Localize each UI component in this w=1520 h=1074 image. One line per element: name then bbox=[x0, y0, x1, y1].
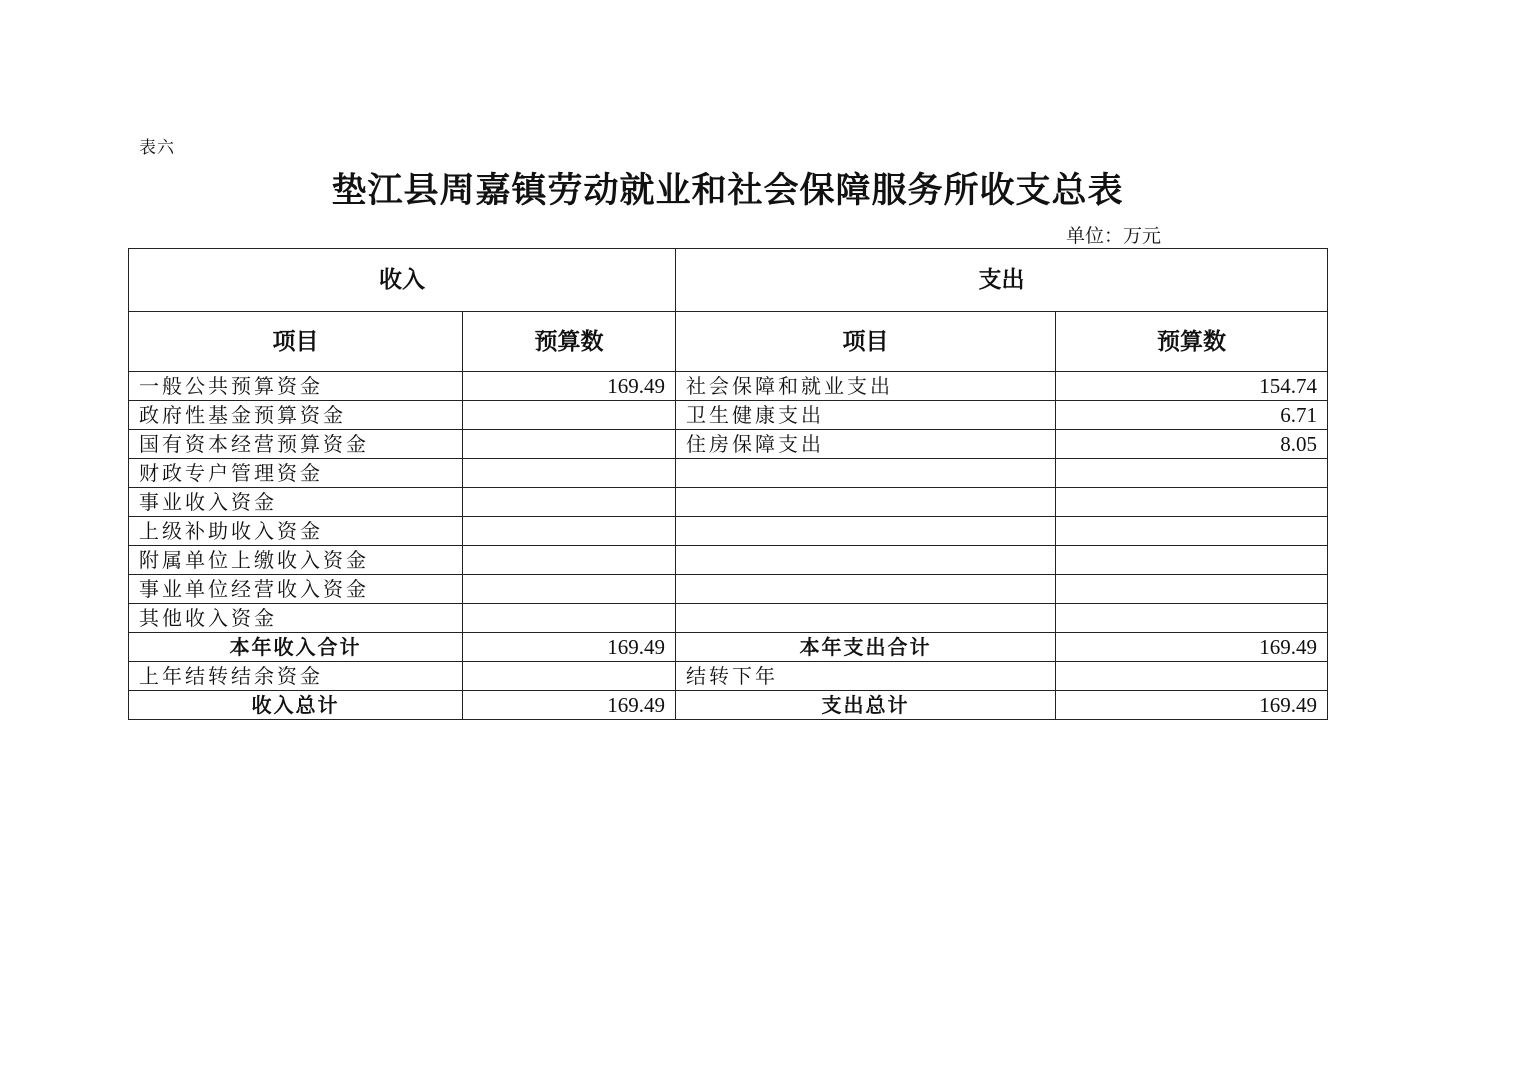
expense-item-cell: 卫生健康支出 bbox=[676, 401, 1056, 430]
expense-amount-cell bbox=[1056, 459, 1328, 488]
income-amount-cell: 169.49 bbox=[463, 372, 676, 401]
year-expense-total-amount: 169.49 bbox=[1056, 633, 1328, 662]
income-amount-cell bbox=[463, 459, 676, 488]
income-budget-column-header: 预算数 bbox=[463, 312, 676, 372]
expense-amount-cell bbox=[1056, 575, 1328, 604]
expense-item-cell bbox=[676, 546, 1056, 575]
table-row bbox=[129, 459, 1328, 488]
table-row bbox=[129, 575, 1328, 604]
table-row bbox=[129, 401, 1328, 430]
income-amount-cell bbox=[463, 604, 676, 633]
year-income-total-amount: 169.49 bbox=[463, 633, 676, 662]
table-row bbox=[129, 604, 1328, 633]
unit-label: 单位：万元 bbox=[1066, 225, 1162, 247]
income-grand-total-label: 收入总计 bbox=[129, 691, 463, 720]
income-item-cell: 政府性基金预算资金 bbox=[129, 401, 463, 430]
income-amount-cell bbox=[463, 517, 676, 546]
income-item-cell: 事业单位经营收入资金 bbox=[129, 575, 463, 604]
expense-item-cell: 社会保障和就业支出 bbox=[676, 372, 1056, 401]
income-amount-cell bbox=[463, 401, 676, 430]
expense-item-cell: 住房保障支出 bbox=[676, 430, 1056, 459]
column-header-row bbox=[129, 312, 1328, 372]
income-item-cell: 上级补助收入资金 bbox=[129, 517, 463, 546]
expense-amount-cell: 154.74 bbox=[1056, 372, 1328, 401]
carryover-row bbox=[129, 662, 1328, 691]
expense-amount-cell: 6.71 bbox=[1056, 401, 1328, 430]
expense-grand-total-amount: 169.49 bbox=[1056, 691, 1328, 720]
income-item-cell: 一般公共预算资金 bbox=[129, 372, 463, 401]
income-section-header: 收入 bbox=[129, 249, 676, 312]
expense-item-cell bbox=[676, 575, 1056, 604]
income-amount-cell bbox=[463, 575, 676, 604]
income-item-column-header: 项目 bbox=[129, 312, 463, 372]
year-expense-total-label: 本年支出合计 bbox=[676, 633, 1056, 662]
expense-budget-column-header: 预算数 bbox=[1056, 312, 1328, 372]
year-income-total-label: 本年收入合计 bbox=[129, 633, 463, 662]
income-item-cell: 国有资本经营预算资金 bbox=[129, 430, 463, 459]
expense-item-column-header: 项目 bbox=[676, 312, 1056, 372]
grand-total-row bbox=[129, 691, 1328, 720]
expense-item-cell bbox=[676, 488, 1056, 517]
expense-amount-cell bbox=[1056, 488, 1328, 517]
income-amount-cell bbox=[463, 430, 676, 459]
year-total-row bbox=[129, 633, 1328, 662]
table-row bbox=[129, 546, 1328, 575]
income-item-cell: 事业收入资金 bbox=[129, 488, 463, 517]
expense-amount-cell bbox=[1056, 604, 1328, 633]
section-header-row bbox=[129, 249, 1328, 312]
table-row bbox=[129, 372, 1328, 401]
table-row bbox=[129, 488, 1328, 517]
table-row bbox=[129, 430, 1328, 459]
expense-amount-cell bbox=[1056, 546, 1328, 575]
income-item-cell: 附属单位上缴收入资金 bbox=[129, 546, 463, 575]
expense-item-cell bbox=[676, 517, 1056, 546]
expense-item-cell bbox=[676, 459, 1056, 488]
income-item-cell: 财政专户管理资金 bbox=[129, 459, 463, 488]
expense-grand-total-label: 支出总计 bbox=[676, 691, 1056, 720]
prior-year-carryover-amount bbox=[463, 662, 676, 691]
income-amount-cell bbox=[463, 488, 676, 517]
expense-item-cell bbox=[676, 604, 1056, 633]
expense-amount-cell: 8.05 bbox=[1056, 430, 1328, 459]
income-expense-table bbox=[128, 248, 1328, 720]
document-title: 垫江县周嘉镇劳动就业和社会保障服务所收支总表 bbox=[331, 170, 1124, 211]
next-year-carryover-label: 结转下年 bbox=[676, 662, 1056, 691]
table-row bbox=[129, 517, 1328, 546]
income-amount-cell bbox=[463, 546, 676, 575]
prior-year-carryover-label: 上年结转结余资金 bbox=[129, 662, 463, 691]
table-number-label: 表六 bbox=[139, 138, 175, 158]
next-year-carryover-amount bbox=[1056, 662, 1328, 691]
income-item-cell: 其他收入资金 bbox=[129, 604, 463, 633]
expense-amount-cell bbox=[1056, 517, 1328, 546]
income-grand-total-amount: 169.49 bbox=[463, 691, 676, 720]
expense-section-header: 支出 bbox=[676, 249, 1328, 312]
